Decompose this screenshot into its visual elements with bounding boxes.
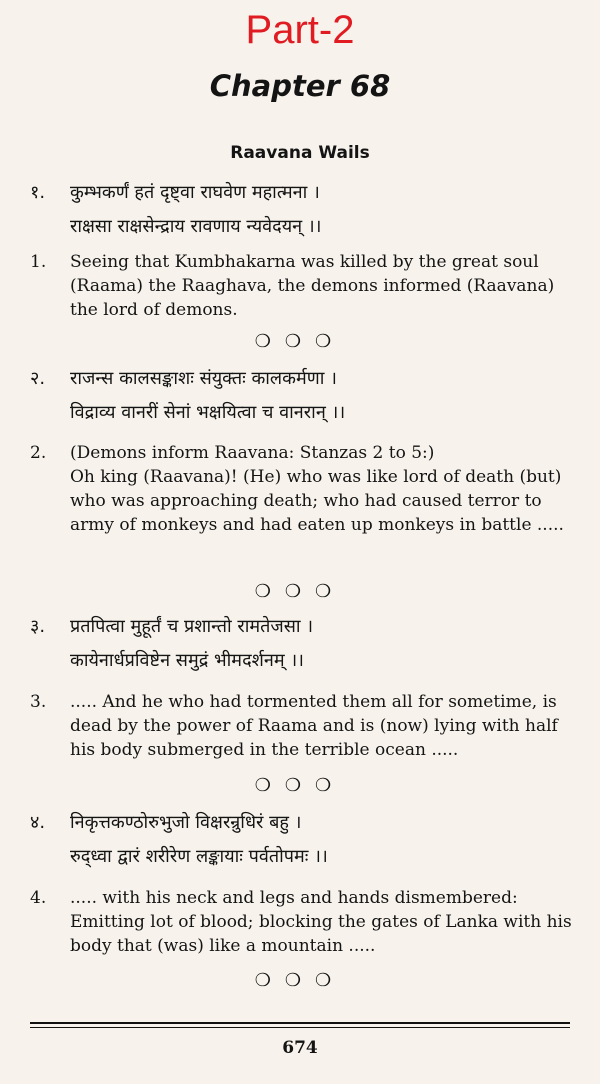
sanskrit-line: राजन्स कालसङ्काशः संयुक्तः कालकर्मणा । xyxy=(70,368,337,389)
translation-3 xyxy=(30,690,575,762)
part-heading: Part-2 xyxy=(245,8,355,52)
sanskrit-line: कायेनार्धप्रविष्टेन समुद्रं भीमदर्शनम् ।। xyxy=(70,650,304,671)
sanskrit-verse-number: ४. xyxy=(30,812,46,833)
sanskrit-verse-number: ३. xyxy=(30,616,46,637)
sanskrit-line: रुद्ध्वा द्वारं शरीरेण लङ्कायाः पर्वतोपमः ।। xyxy=(70,846,328,867)
translation-text: Seeing that Kumbhakarna was killed by the great soul (Raama) the Raaghava, the demons informed (Raavana) the lord of demons. xyxy=(70,252,555,320)
section-subtitle: Raavana Wails xyxy=(230,143,370,163)
ornament-divider: ❍❍❍ xyxy=(254,970,346,991)
verse-number: 3. xyxy=(30,692,47,712)
footer-rule xyxy=(30,1022,570,1024)
sanskrit-verse-1 xyxy=(30,176,580,244)
translation-1 xyxy=(30,250,575,322)
chapter-title: Chapter 68 xyxy=(209,69,391,103)
ornament-divider: ❍❍❍ xyxy=(254,775,346,796)
verse-number: 4. xyxy=(30,888,47,908)
sanskrit-line: राक्षसा राक्षसेन्द्राय रावणाय न्यवेदयन् ।। xyxy=(70,216,322,237)
ornament-divider: ❍❍❍ xyxy=(254,331,346,352)
footer-rule-thin xyxy=(30,1027,570,1028)
sanskrit-verse-number: २. xyxy=(30,368,46,389)
sanskrit-verse-2 xyxy=(30,362,580,430)
verse-number: 1. xyxy=(30,252,47,272)
translation-2 xyxy=(30,441,575,537)
sanskrit-verse-3 xyxy=(30,610,580,678)
ornament-divider: ❍❍❍ xyxy=(254,581,346,602)
translation-text: ..... with his neck and legs and hands dismembered: Emitting lot of blood; blocking the gates of Lanka with his body that (was) like a mountain ..... xyxy=(70,888,572,956)
sanskrit-line: कुम्भकर्णं हतं दृष्ट्वा राघवेण महात्मना । xyxy=(70,182,320,203)
translation-4 xyxy=(30,886,575,958)
verse-number: 2. xyxy=(30,443,47,463)
sanskrit-verse-4 xyxy=(30,806,580,874)
page-number: 674 xyxy=(282,1038,318,1058)
sanskrit-verse-number: १. xyxy=(30,182,46,203)
stanza-note: (Demons inform Raavana: Stanzas 2 to 5:) xyxy=(70,443,435,463)
sanskrit-line: निकृत्तकण्ठोरुभुजो विक्षरन्रुधिरं बहु । xyxy=(70,812,302,833)
sanskrit-line: प्रतपित्वा मुहूर्तं च प्रशान्तो रामतेजसा । xyxy=(70,616,314,637)
translation-text: Oh king (Raavana)! (He) who was like lord of death (but) who was approaching death; who had caused terror to army of monkeys and had eaten up monkeys in battle ..... xyxy=(70,467,564,535)
translation-text: ..... And he who had tormented them all for sometime, is dead by the power of Raama and is (now) lying with half his body submerged in the terrible ocean ..... xyxy=(70,692,558,760)
sanskrit-line: विद्राव्य वानरीं सेनां भक्षयित्वा च वानरान् ।। xyxy=(70,402,346,423)
